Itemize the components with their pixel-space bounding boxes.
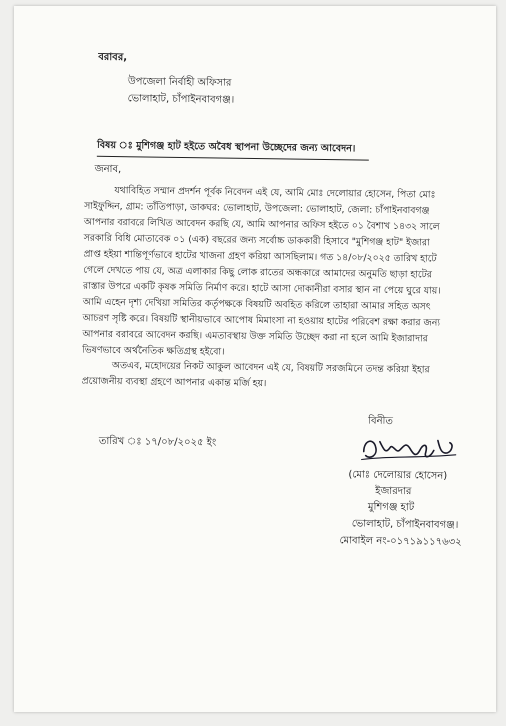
signer-address: ভোলাহাট, চাঁপাইনবাবগঞ্জ। <box>351 518 459 531</box>
closing-line-2: প্রয়োজনীয় ব্যবস্থা গ্রহণে আপনার একান্ত মর্জি হয়। <box>81 375 267 390</box>
signature-mark <box>355 427 466 471</box>
body-line-8: আমি এহেন দৃশ্য দেখিয়া সমিতির কর্তৃপক্ষকে বিষয়টি অবহিত করিলে তাহারা আমার সহিত অসৎ <box>82 296 431 313</box>
body-line-7: রাস্তার উপরে একটি কৃষক সমিতি নির্মাণ করে। হাটে আসা দোকানীরা বসার স্থান না পেয়ে ঘুরে যায়। <box>82 280 441 297</box>
closing-line-1: অতএব, মহোদয়ের নিকট আকুল আবেদন এই যে, বিষয়টি সরজমিনে তদন্ত করিয়া ইহার <box>111 360 430 376</box>
signer-name: (মোঃ দেলোয়ার হোসেন) <box>348 469 448 482</box>
letter-page <box>14 6 496 712</box>
handwritten-signature <box>355 427 466 471</box>
body-line-2: সাইফুদ্দিন, গ্রাম: তাঁতিপাড়া, ডাকঘর: ভোলাহাট, উপজেলা: ভোলাহাট, জেলা: চাঁপাইনবাবগঞ্জ <box>84 200 430 217</box>
signer-market: মুশিগঞ্জ হাট <box>367 501 415 514</box>
signer-mobile: মোবাইল নং-০১৭১৯১১৭৬৩২ <box>339 535 462 548</box>
body-line-6: গেলে দেখতে পায় যে, অত্র এলাকার কিছু লোক রাতের অন্ধকারে আমাদের অনুমতি ছাড়া হাটের <box>83 264 432 281</box>
body-line-4: সরকারি বিধি মোতাবেক ০১ (এক) বছরের জন্য সর্বোচ্চ ডাককারী হিসাবে "মুশিগঞ্জ হাট" ইজারা <box>83 232 430 249</box>
body-line-5: প্রাপ্ত হইয়া শান্তিপূর্ণভাবে হাটের খাজনা গ্রহণ করিয়া আসছিলাম। গত ১৪/০৮/২০২৫ তারিখ হাটে <box>83 248 437 265</box>
sign-off: বিনীত <box>368 415 394 427</box>
subject-line: বিষয় ঃ মুশিগঞ্জ হাট হইতে অবৈধ স্থাপনা উচ্ছেদের জন্য আবেদন। <box>97 139 369 161</box>
letter-sheet <box>14 6 496 712</box>
body-line-9: আচরণ সৃষ্টি করে। বিষয়টি স্থানীয়ভাবে আপোষ মিমাংসা না হওয়ায় হাটের পরিবেশ রক্ষা করার জন্য <box>82 312 441 329</box>
letter-date: তারিখ ঃ ১৭/০৮/২০২৫ ইং <box>98 435 217 449</box>
recipient-line-1: উপজেলা নির্বাহী অফিসার <box>127 76 232 89</box>
body-line-3: আপনার বরাবরে লিখিত আবেদন করছি যে, আমি আপনার অফিস হইতে ০১ বৈশাখ ১৪৩২ সালে <box>83 216 440 233</box>
signer-title: ইজারদার <box>375 485 412 498</box>
recipient-line-2: ভোলাহাট, চাঁপাইনবাবগঞ্জ। <box>127 93 235 106</box>
greeting: জনাব, <box>94 163 122 176</box>
body-line-1: যথাবিহিত সম্মান প্রদর্শন পূর্বক নিবেদন এই যে, আমি মোঃ দেলোয়ার হোসেন, পিতা মোঃ <box>114 185 436 201</box>
body-line-10: আপনার বরাবরে আবেদন করছি। এমতাবস্থায় উক্ত সমিতি উচ্ছেদ করা না হলে আমি ইজারাদার <box>82 328 428 345</box>
salutation-to: বরাবর, <box>98 51 128 64</box>
body-line-11: ভিষণভাবে অর্থনৈতিক ক্ষতিগ্রস্থ হইবো। <box>82 344 225 358</box>
